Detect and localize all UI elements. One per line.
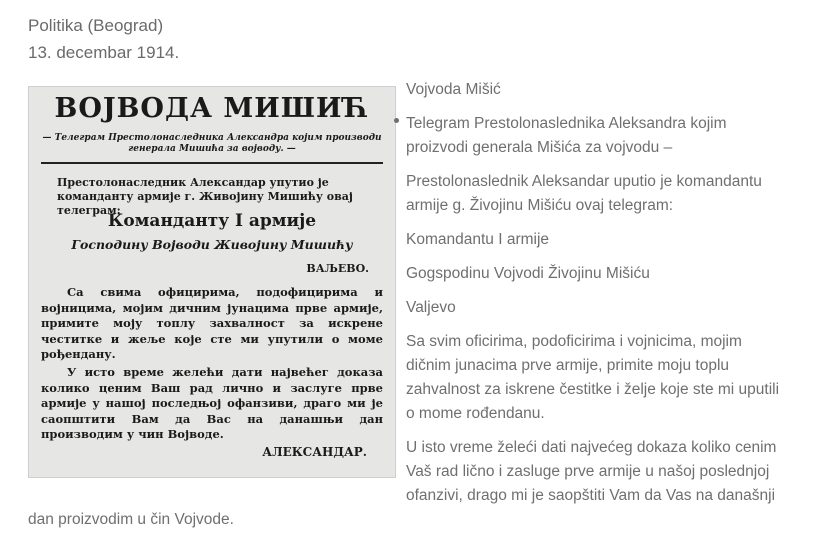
translation-para2-line-3: ofanzivi, drago mi je saopštiti Vam da Vas na današnji xyxy=(406,487,776,504)
date-label: 13. decembar 1914. xyxy=(28,43,180,62)
translation-place: Valjevo xyxy=(406,299,456,316)
bullet-icon xyxy=(394,118,399,123)
clipping-paragraph-2: У исто време желећи дати највећег доказа колико ценим Ваш рад лично и заслуге прве армије у нашој последњој офанзиви, драго ми је саопштити Вам да Вас на данашњи дан производим у чин Војводе. xyxy=(41,365,383,441)
translation-para2-line-4: dan proizvodim u čin Vojvode. xyxy=(28,511,234,528)
newspaper-clipping-image xyxy=(28,86,396,478)
document-meta xyxy=(28,12,179,66)
clipping-subtitle: — Телеграм Престолонаследника Александра којим производи генерала Мишића за војводу. — xyxy=(42,133,382,154)
clipping-place: ВАЉЕВО. xyxy=(306,262,369,275)
clipping-addressee-1: Команданту I армије xyxy=(107,211,317,231)
translation-para1-line-1: Sa svim oficirima, podoficirima i vojnicima, mojim xyxy=(406,333,742,350)
translation-addressee-2: Gogspodinu Vojvodi Živojinu Mišiću xyxy=(406,265,650,282)
translation-para1-line-2: dičnim junacima prve armije, primite moju toplu xyxy=(406,357,730,374)
clipping-headline: ВОЈВОДА МИШИЋ xyxy=(54,93,370,124)
clipping-paragraph-1: Са свима официрима, подофицирима и војницима, мојим дичним јунацима прве армије, примите моју топлу захвалност за искрене честитке и жеље које сте ми упутили о моме рођендану. xyxy=(41,285,383,361)
translation-subtitle-line-2: proizvodi generala Mišića za vojvodu – xyxy=(406,139,673,156)
translation-para1-line-3: zahvalnost za iskrene čestitke i želje koje ste mi uputili xyxy=(406,381,780,398)
translation-title: Vojvoda Mišić xyxy=(406,81,501,98)
translation-intro-line-2: armije g. Živojinu Mišiću ovaj telegram: xyxy=(406,197,674,214)
clipping-intro: Престолонаследник Александар упутио је команданту армије г. Живојину Мишићу овај телеграм: xyxy=(57,176,353,217)
translation-para2-line-2: Vaš rad lično i zasluge prve armije u našoj poslednjoj xyxy=(406,463,770,480)
translation-para1-line-4: o mome rođendanu. xyxy=(406,405,545,422)
translation-subtitle-line-1: Telegram Prestolonaslednika Aleksandra kojim xyxy=(406,115,727,132)
clipping-addressee-2: Господину Војводи Живојину Мишићу xyxy=(71,237,353,252)
translation-addressee-1: Komandantu I armije xyxy=(406,231,550,248)
clipping-signature: АЛЕКСАНДАР. xyxy=(262,445,367,459)
source-label: Politika (Beograd) xyxy=(28,16,164,35)
translation-intro-line-1: Prestolonaslednik Aleksandar uputio je komandantu xyxy=(406,173,762,190)
clipping-rule xyxy=(41,162,383,164)
translation-para2-line-1: U isto vreme želeći dati najvećeg dokaza koliko cenim xyxy=(406,439,777,456)
